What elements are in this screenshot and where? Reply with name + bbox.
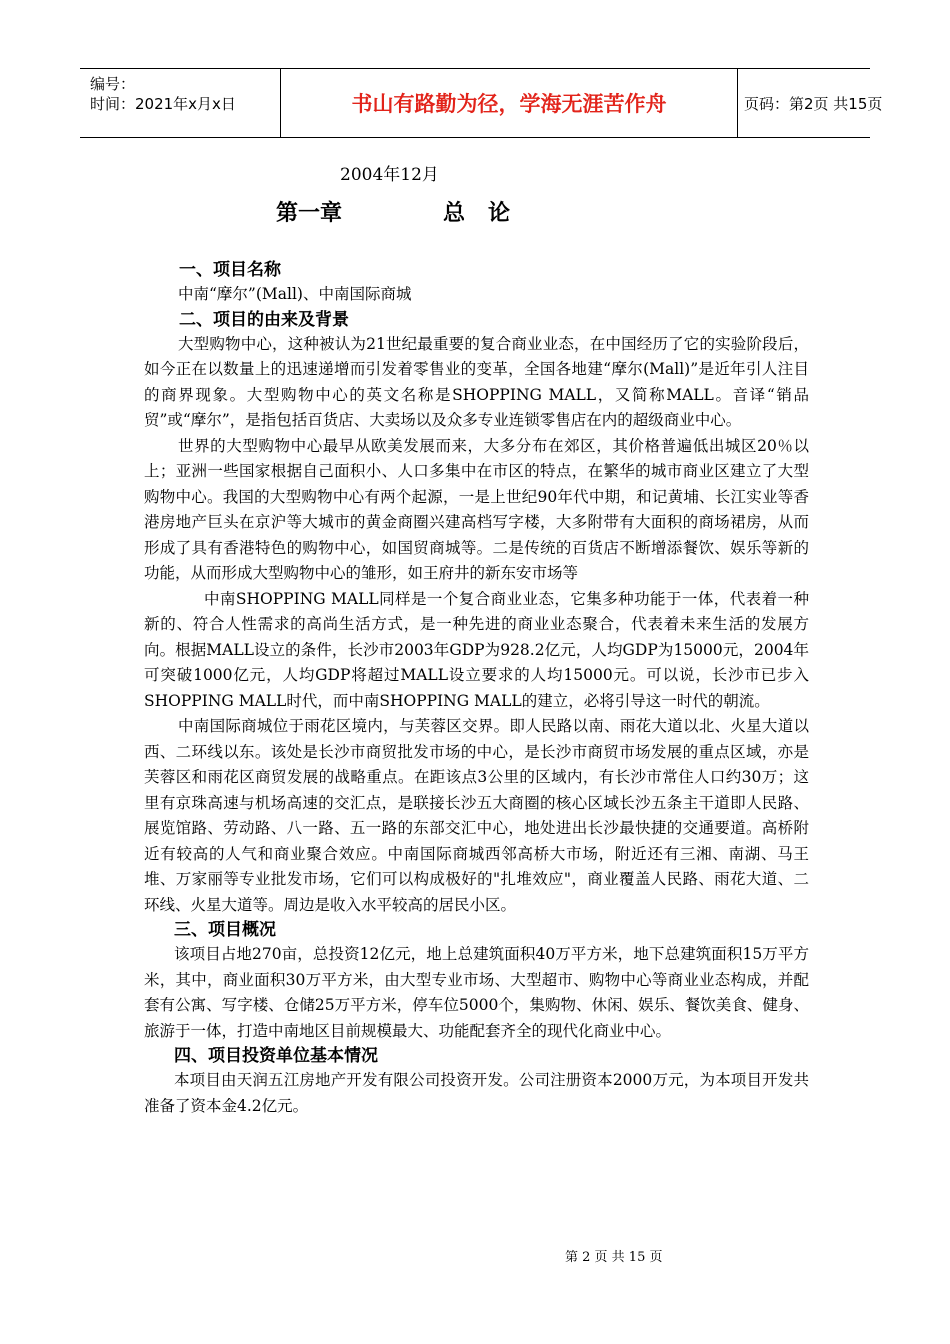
page-footer: 第 2 页 共 15 页: [565, 1250, 663, 1265]
page-header: [80, 68, 883, 138]
paragraph: 该项目占地270亩，总投资12亿元，地上总建筑面积40万平方米，地下总建筑面积15万平方米，其中，商业面积30万平方米，由大型专业市场、大型超市、购物中心等商业业态构成，并配套有公寓、写字楼、仓储25万平方米，停车位5000个，集购物、休闲、娱乐、餐饮美食、健身、旅游于一体，打造中南地区目前规模最大、功能配套齐全的现代化商业中心。: [144, 945, 809, 1040]
chapter-title: 总 论: [443, 201, 510, 226]
section-heading: 二、项目的由来及背景: [179, 309, 349, 330]
section-heading: 三、项目概况: [174, 920, 276, 940]
paragraph: 中南SHOPPING MALL同样是一个复合商业业态，它集多种功能于一体，代表着一种新的、符合人性需求的高尚生活方式，是一种先进的商业业态聚合，代表着未来生活的发展方向。根据MALL设立的条件，长沙市2003年GDP为928.2亿元，人均GDP为15000元，2004年可突破1000亿元，人均GDP将超过MALL设立要求的人均15000元。可以说，长沙市已步入SHOPPING MALL时代，而中南SHOPPING MALL的建立，必将引导这一时代的朝流。: [144, 589, 809, 710]
header-meta: [80, 69, 280, 137]
header-page-info: [737, 69, 883, 137]
paragraph: 世界的大型购物中心最早从欧美发展而来，大多分布在郊区，其价格普遍低出城区20％以上；亚洲一些国家根据自己面积小、人口多集中在市区的特点，在繁华的城市商业区建立了大型购物中心。我国的大型购物中心有两个起源，一是上世纪90年代中期，和记黄埔、长江实业等香港房地产巨头在京沪等大城市的黄金商圈兴建高档写字楼，大多附带有大面积的商场裙房，从而形成了具有香港特色的购物中心，如国贸商城等。二是传统的百货店不断增添餐饮、娱乐等新的功能，从而形成大型购物中心的雏形，如王府井的新东安市场等: [144, 436, 809, 582]
paragraph: 本项目由天润五江房地产开发有限公司投资开发。公司注册资本2000万元，为本项目开发共准备了资本金4.2亿元。: [144, 1071, 809, 1115]
document-date: 2004年12月: [340, 165, 439, 185]
page-info-text: 页码：第2页 共15页: [744, 94, 883, 113]
section-heading: 四、项目投资单位基本情况: [174, 1046, 378, 1066]
header-motto: 书山有路勤为径，学海无涯苦作舟: [280, 69, 738, 137]
paragraph: 中南“摩尔”(Mall)、中南国际商城: [178, 285, 412, 303]
time-label: 时间：2021年x月x日: [90, 95, 236, 113]
paragraph: 大型购物中心，这种被认为21世纪最重要的复合商业业态，在中国经历了它的实验阶段后，如今正在以数量上的迅速递增而引发着零售业的变革，全国各地建“摩尔(Mall)”是近年引人注目的商界现象。大型购物中心的英文名称是SHOPPING MALL，又简称MALL。音译“销品贸”或“摩尔”，是指包括百货店、大卖场以及众多专业连锁零售店在内的超级商业中心。: [144, 334, 809, 429]
document-body: [144, 258, 809, 1119]
paragraph: 中南国际商城位于雨花区境内，与芙蓉区交界。即人民路以南、雨花大道以北、火星大道以西、二环线以东。该处是长沙市商贸批发市场的中心，是长沙市商贸市场发展的重点区域，亦是芙蓉区和雨花区商贸发展的战略重点。在距该点3公里的区域内，有长沙市常住人口约30万；这里有京珠高速与机场高速的交汇点，是联接长沙五大商圈的核心区域长沙五条主干道即人民路、展览馆路、劳动路、八一路、五一路的东部交汇中心，地处进出长沙最快捷的交通要道。高桥附近有较高的人气和商业聚合效应。中南国际商城西邻高桥大市场，附近还有三湘、南湖、马王堆、万家丽等专业批发市场，它们可以构成极好的"扎堆效应"，商业覆盖人民路、雨花大道、二环线、火星大道等。周边是收入水平较高的居民小区。: [144, 717, 809, 914]
chapter-number: 第一章: [276, 201, 343, 226]
section-heading: 一、项目名称: [179, 260, 281, 280]
number-label: 编号：: [90, 75, 136, 93]
